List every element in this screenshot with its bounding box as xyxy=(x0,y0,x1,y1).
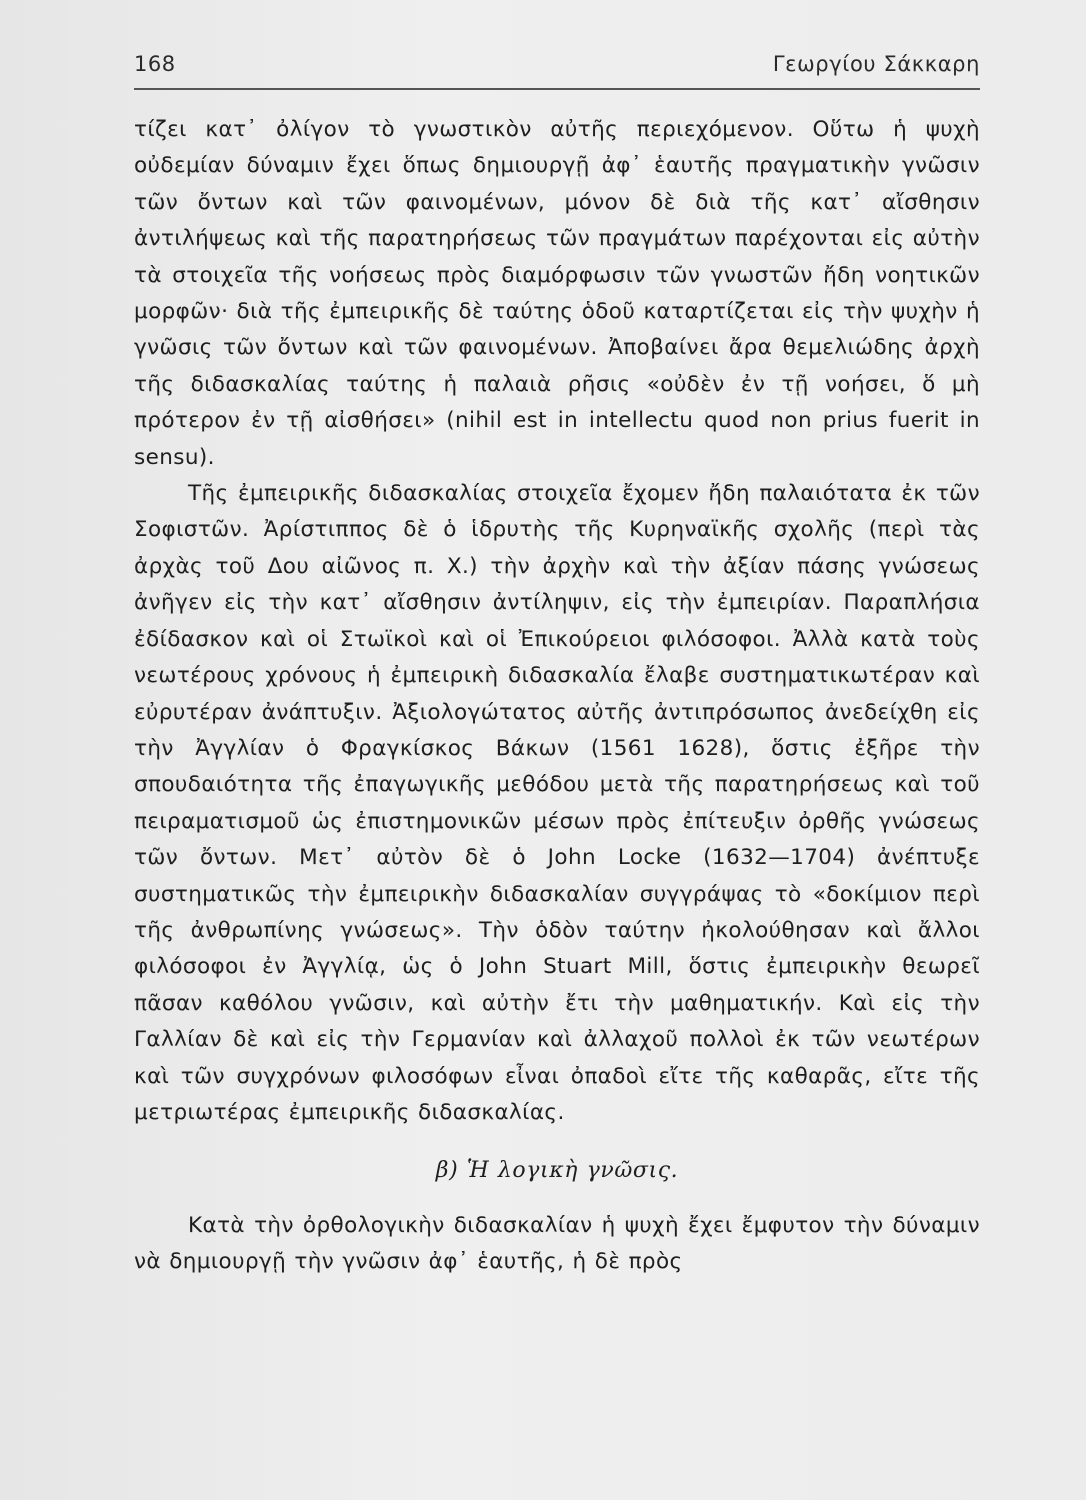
running-head xyxy=(134,48,980,82)
paragraph-empiricism-history: Τῆς ἐμπειρικῆς διδασκαλίας στοιχεῖα ἔχομεν ἤδη παλαιότατα ἐκ τῶν Σοφιστῶν. Ἀρίστιππος δὲ ὁ ἱδρυτὴς τῆς Κυρηναϊκῆς σχολῆς (περὶ τὰς ἀρχὰς τοῦ Δου αἰῶνος π. Χ.) τὴν ἀρχὴν καὶ τὴν ἀξίαν πάσης γνώσεως ἀνῆγεν εἰς τὴν κατ᾽ αἴσθησιν ἀντίληψιν, εἰς τὴν ἐμπειρίαν. Παραπλήσια ἐδίδασκον καὶ οἱ Στωϊκοὶ καὶ οἱ Ἐπικούρειοι φιλόσοφοι. Ἀλλὰ κατὰ τοὺς νεωτέρους χρόνους ἡ ἐμπειρικὴ διδασκαλία ἔλαβε συστηματικωτέραν καὶ εὐρυτέραν ἀνάπτυξιν. Ἀξιολογώτατος αὐτῆς ἀντιπρόσωπος ἀνεδείχθη εἰς τὴν Ἀγγλίαν ὁ Φραγκίσκος Βάκων (1561 1628), ὅστις ἐξῆρε τὴν σπουδαιότητα τῆς ἐπαγωγικῆς μεθόδου μετὰ τῆς παρατηρήσεως καὶ τοῦ πειραματισμοῦ ὡς ἐπιστημονικῶν μέσων πρὸς ἐπίτευξιν ὀρθῆς γνώσεως τῶν ὄντων. Μετ᾽ αὐτὸν δὲ ὁ John Locke (1632—1704) ἀνέπτυξε συστηματικῶς τὴν ἐμπειρικὴν διδασκαλίαν συγγράψας τὸ «δοκίμιον περὶ τῆς ἀνθρωπίνης γνώσεως». Τὴν ὁδὸν ταύτην ἠκολούθησαν καὶ ἄλλοι φιλόσοφοι ἐν Ἀγγλίᾳ, ὡς ὁ John Stuart Mill, ὅστις ἐμπειρικὴν θεωρεῖ πᾶσαν καθόλου γνῶσιν, καὶ αὐτὴν ἔτι τὴν μαθηματικήν. Καὶ εἰς τὴν Γαλλίαν δὲ καὶ εἰς τὴν Γερμανίαν καὶ ἀλλαχοῦ πολλοὶ ἐκ τῶν νεωτέρων καὶ τῶν συγχρόνων φιλοσόφων εἶναι ὀπαδοὶ εἴτε τῆς καθαρᾶς, εἴτε τῆς μετριωτέρας ἐμπειρικῆς διδασκαλίας. xyxy=(134,481,980,1125)
paragraph-rationalism: Κατὰ τὴν ὀρθολογικὴν διδασκαλίαν ἡ ψυχὴ ἔχει ἔμφυτον τὴν δύναμιν νὰ δημιουργῇ τὴν γνῶσιν ἀφ᾽ ἑαυτῆς, ἡ δὲ πρὸς xyxy=(134,1212,980,1275)
paragraph-continuation: τίζει κατ᾽ ὀλίγον τὸ γνωστικὸν αὐτῆς περιεχόμενον. Οὕτω ἡ ψυχὴ οὐδεμίαν δύναμιν ἔχει ὅπως δημιουργῇ ἀφ᾽ ἑαυτῆς πραγματικὴν γνῶσιν τῶν ὄντων καὶ τῶν φαινομένων, μόνον δὲ διὰ τῆς κατ᾽ αἴσθησιν ἀντιλήψεως καὶ τῆς παρατηρήσεως τῶν πραγμάτων παρέχονται εἰς αὐτὴν τὰ στοιχεῖα τῆς νοήσεως πρὸς διαμόρφωσιν τῶν γνωστῶν ἤδη νοητικῶν μορφῶν· διὰ τῆς ἐμπειρικῆς δὲ ταύτης ὁδοῦ καταρτίζεται εἰς τὴν ψυχὴν ἡ γνῶσις τῶν ὄντων καὶ τῶν φαινομένων. Ἀποβαίνει ἄρα θεμελιώδης ἀρχὴ τῆς διδασκαλίας ταύτης ἡ παλαιὰ ρῆσις «οὐδὲν ἐν τῇ νοήσει, ὅ μὴ πρότερον ἐν τῇ αἰσθήσει» (nihil est in intellectu quod non prius fuerit in sensu). xyxy=(134,117,980,470)
section-heading: β) Ἡ λογικὴ γνῶσις. xyxy=(435,1158,679,1184)
page-number: 168 xyxy=(134,52,176,76)
body-text xyxy=(134,112,980,1281)
running-head-author: Γεωργίου Σάκκαρη xyxy=(772,52,980,76)
header-rule xyxy=(134,88,980,90)
